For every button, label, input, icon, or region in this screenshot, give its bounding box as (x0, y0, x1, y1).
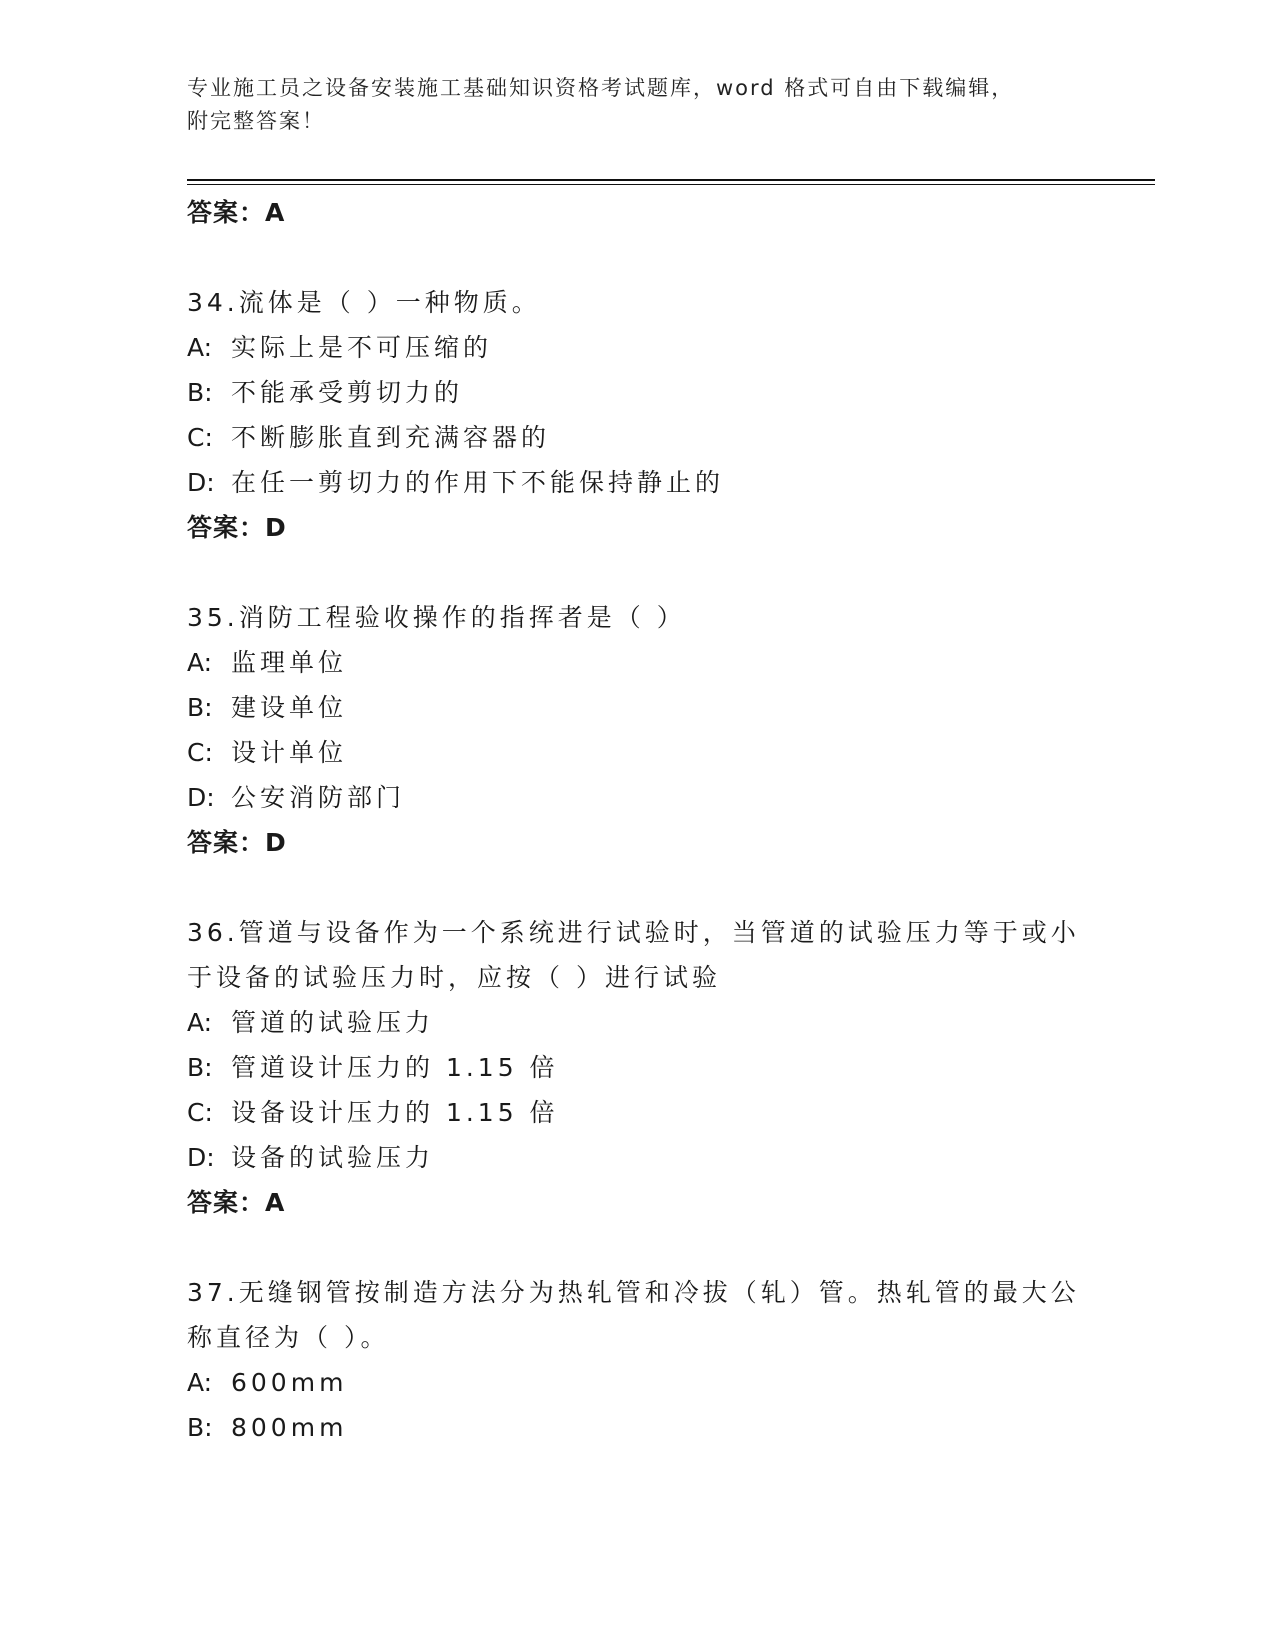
answer-line: 答案：D (187, 513, 287, 542)
option-letter: B: (187, 1053, 213, 1082)
option-d (187, 460, 1087, 505)
question-35 (187, 595, 1087, 866)
option-text: 在任一剪切力的作用下不能保持静止的 (231, 468, 725, 497)
option-d (187, 1135, 1087, 1180)
option-b (187, 1405, 1087, 1450)
option-letter: D: (187, 783, 215, 812)
header-line-1: 专业施工员之设备安装施工基础知识资格考试题库，word 格式可自由下载编辑， (187, 76, 1015, 100)
question-37 (187, 1270, 1087, 1450)
option-text: 管道的试验压力 (231, 1008, 435, 1037)
option-text: 管道设计压力的 1.15 倍 (231, 1053, 559, 1082)
option-letter: C: (187, 738, 213, 767)
option-letter: D: (187, 1143, 215, 1172)
option-a (187, 1000, 1087, 1045)
option-text: 800mm (231, 1413, 348, 1442)
option-text: 设备的试验压力 (231, 1143, 435, 1172)
option-d (187, 775, 1087, 820)
option-text: 监理单位 (231, 648, 348, 677)
option-text: 600mm (231, 1368, 348, 1397)
option-c (187, 730, 1087, 775)
question-34 (187, 280, 1087, 551)
option-c (187, 1090, 1087, 1135)
option-b (187, 685, 1087, 730)
option-letter: C: (187, 423, 213, 452)
option-letter: B: (187, 693, 213, 722)
option-b (187, 370, 1087, 415)
option-text: 不能承受剪切力的 (231, 378, 464, 407)
option-c (187, 415, 1087, 460)
document-header (187, 72, 1087, 138)
option-letter: B: (187, 1413, 213, 1442)
option-a (187, 640, 1087, 685)
option-text: 建设单位 (231, 693, 348, 722)
option-text: 实际上是不可压缩的 (231, 333, 493, 362)
option-text: 不断膨胀直到充满容器的 (231, 423, 551, 452)
header-divider-thick (187, 179, 1155, 181)
option-letter: A: (187, 648, 213, 677)
option-letter: D: (187, 468, 215, 497)
option-text: 公安消防部门 (231, 783, 406, 812)
question-stem: 36.管道与设备作为一个系统进行试验时，当管道的试验压力等于或小于设备的试验压力时，应按（ ）进行试验 (187, 918, 1080, 992)
option-a (187, 1360, 1087, 1405)
answer-line: 答案：D (187, 828, 287, 857)
question-stem: 37.无缝钢管按制造方法分为热轧管和冷拔（轧）管。热轧管的最大公称直径为（ ）。 (187, 1278, 1080, 1352)
option-letter: C: (187, 1098, 213, 1127)
option-a (187, 325, 1087, 370)
header-divider-thin (187, 184, 1155, 185)
option-text: 设备设计压力的 1.15 倍 (231, 1098, 559, 1127)
question-36 (187, 910, 1087, 1226)
answer-line: 答案：A (187, 1188, 286, 1217)
question-stem: 34.流体是（ ）一种物质。 (187, 288, 541, 317)
question-stem: 35.消防工程验收操作的指挥者是（ ） (187, 603, 686, 632)
option-text: 设计单位 (231, 738, 348, 767)
option-letter: A: (187, 333, 213, 362)
question-list (187, 190, 1087, 1450)
header-line-2: 附完整答案！ (187, 109, 325, 133)
option-letter: A: (187, 1368, 213, 1397)
option-b (187, 1045, 1087, 1090)
option-letter: A: (187, 1008, 213, 1037)
option-letter: B: (187, 378, 213, 407)
answer-line: 答案：A (187, 198, 286, 227)
